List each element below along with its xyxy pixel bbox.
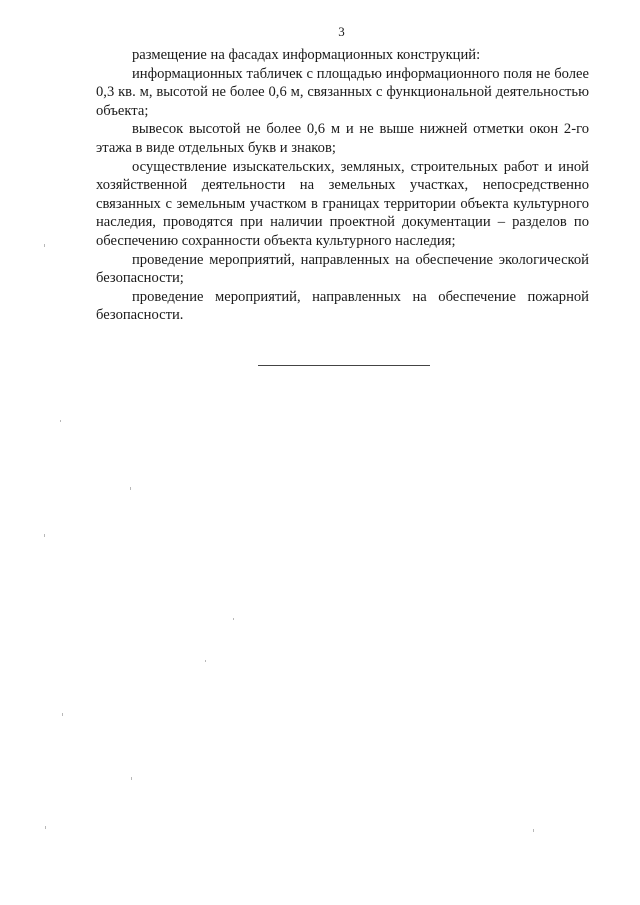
scan-speck: [62, 713, 63, 716]
scan-speck: [131, 777, 132, 780]
scan-speck: [130, 487, 131, 490]
paragraph-earthworks: осуществление изыскательских, земляных, строительных работ и иной хозяйственной деятельности на земельных участках, непосредственно связанных с земельным участком в границах территории объекта культурного наследия, проводятся при наличии проектной документации – разделов по обеспечению сохранности объекта культурного наследия;: [96, 158, 589, 249]
scan-speck: [44, 534, 45, 537]
scan-speck: [44, 244, 45, 247]
end-of-document-rule: [258, 365, 430, 366]
scan-speck: [533, 829, 534, 832]
paragraph-facade-structures: размещение на фасадах информационных конструкций:: [132, 47, 481, 63]
scan-speck: [205, 660, 206, 662]
scan-speck: [45, 826, 46, 829]
page-number: 3: [338, 24, 345, 39]
paragraph-ecological-safety: проведение мероприятий, направленных на обеспечение экологической безопасности;: [96, 251, 589, 287]
scan-speck: [60, 420, 61, 422]
document-body: [96, 46, 589, 325]
paragraph-info-plates: информационных табличек с площадью информационного поля не более 0,3 кв. м, высотой не более 0,6 м, связанных с функциональной деятельностью объекта;: [96, 65, 589, 119]
scan-speck: [233, 618, 234, 620]
paragraph-signboards: вывесок высотой не более 0,6 м и не выше нижней отметки окон 2-го этажа в виде отдельных букв и знаков;: [96, 121, 589, 156]
paragraph-fire-safety: проведение мероприятий, направленных на обеспечение пожарной безопасности.: [96, 288, 589, 324]
